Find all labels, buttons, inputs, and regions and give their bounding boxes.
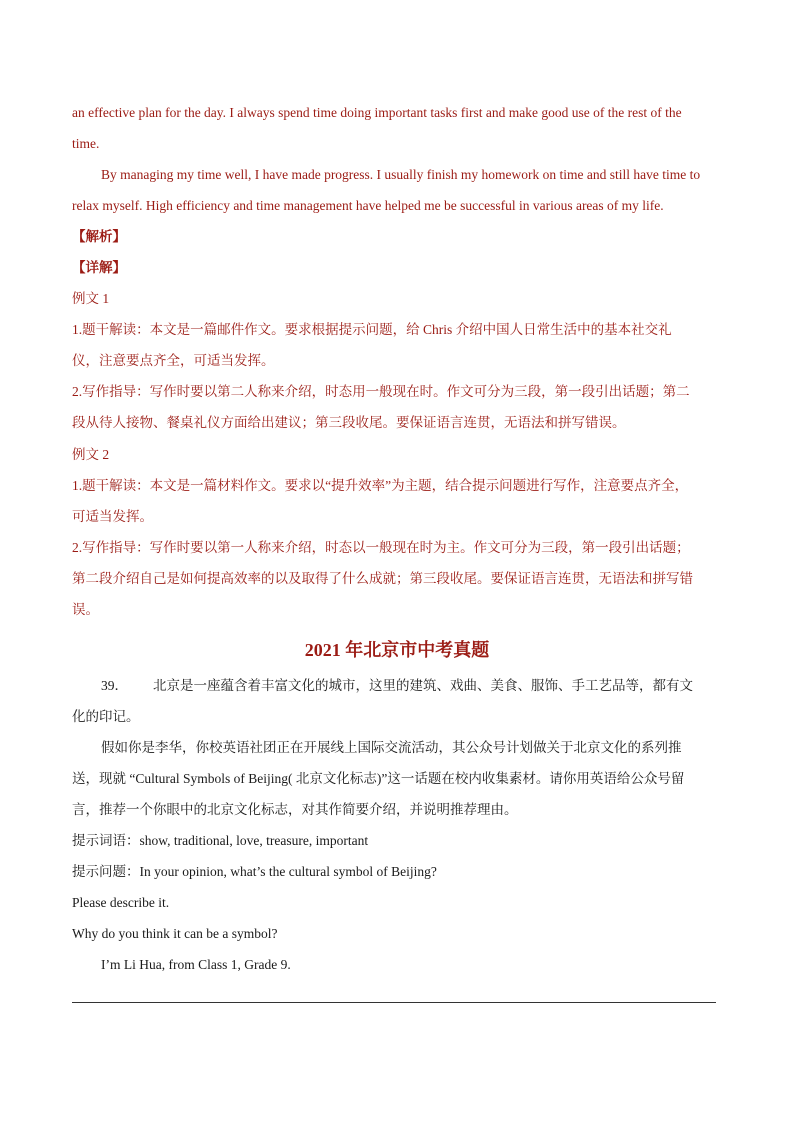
example2-line-3: 2.写作指导：写作时要以第一人称来介绍，时态以一般现在时为主。作文可分为三段，第一段引出话题； bbox=[72, 540, 690, 555]
analysis-heading: 【解析】 bbox=[72, 229, 126, 244]
example2-label: 例文 2 bbox=[72, 447, 110, 462]
example1-line-3: 2.写作指导：写作时要以第二人称来介绍，时态用一般现在时。作文可分为三段，第一段引出话题；第二 bbox=[72, 384, 690, 399]
answer-line-4: relax myself. High efficiency and time management have helped me be successful in various areas of my life. bbox=[72, 198, 664, 213]
answer-line-3: By managing my time well, I have made progress. I usually finish my homework on time and still have time to bbox=[101, 167, 701, 182]
hint-question-2: Please describe it. bbox=[72, 895, 170, 910]
question-text-2: 化的印记。 bbox=[72, 709, 140, 724]
hint-words: 提示词语：show, traditional, love, treasure, important bbox=[72, 833, 369, 848]
question-number: 39． bbox=[101, 678, 128, 693]
hint-question-3: Why do you think it can be a symbol? bbox=[72, 926, 278, 941]
scenario-line-1: 假如你是李华，你校英语社团正在开展线上国际交流活动，其公众号计划做关于北京文化的系列推 bbox=[101, 740, 682, 755]
example1-line-2: 仪，注意要点齐全，可适当发挥。 bbox=[72, 353, 275, 368]
example2-line-4: 第二段介绍自己是如何提高效率的以及取得了什么成就；第三段收尾。要保证语言连贯，无语法和拼写错 bbox=[72, 571, 693, 586]
example1-line-4: 段从待人接物、餐桌礼仪方面给出建议；第三段收尾。要保证语言连贯，无语法和拼写错误。 bbox=[72, 415, 626, 430]
detail-heading: 【详解】 bbox=[72, 260, 126, 275]
scenario-line-2: 送，现就 “Cultural Symbols of Beijing( 北京文化标志)”这一话题在校内收集素材。请你用英语给公众号留 bbox=[72, 771, 685, 786]
example1-label: 例文 1 bbox=[72, 291, 110, 306]
answer-line-2: time. bbox=[72, 136, 100, 151]
scenario-line-3: 言，推荐一个你眼中的北京文化标志，对其作简要介绍，并说明推荐理由。 bbox=[72, 802, 518, 817]
section-title: 2021 年北京市中考真题 bbox=[304, 640, 490, 660]
question-text-1: 北京是一座蕴含着丰富文化的城市，这里的建筑、戏曲、美食、服饰、手工艺品等，都有文 bbox=[153, 678, 693, 693]
example2-line-1: 1.题干解读：本文是一篇材料作文。要求以“提升效率”为主题，结合提示问题进行写作，注意要点齐全， bbox=[72, 478, 689, 493]
answer-divider-line bbox=[72, 1002, 716, 1003]
example1-line-1: 1.题干解读：本文是一篇邮件作文。要求根据提示问题，给 Chris 介绍中国人日常生活中的基本社交礼 bbox=[72, 322, 672, 337]
example2-line-2: 可适当发挥。 bbox=[72, 509, 153, 524]
hint-question: 提示问题：In your opinion, what’s the cultural symbol of Beijing? bbox=[72, 864, 437, 879]
question-first-line bbox=[101, 677, 751, 695]
example2-line-5: 误。 bbox=[72, 602, 99, 617]
essay-intro: I’m Li Hua, from Class 1, Grade 9. bbox=[101, 957, 291, 972]
answer-line-1: an effective plan for the day. I always spend time doing important tasks first and make good use of the rest of the bbox=[72, 105, 682, 120]
